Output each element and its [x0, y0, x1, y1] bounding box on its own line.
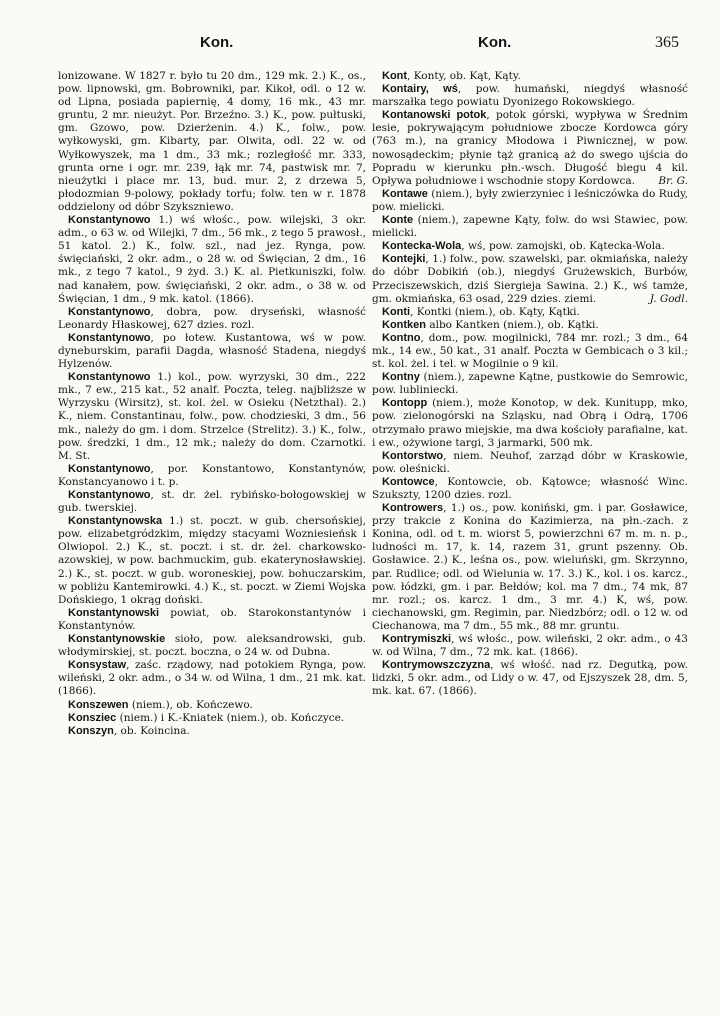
entry-text: 1.) kol., pow. wyrzyski, 30 dm., 222 mk., 7 ew., 215 kat., 52 analf. Poczta, teleg. najbliższe w Wyrzysku (Wirsitz), st. kol. żel. w Osieku (Netzthal). 2.) K., niem. Constantinau, folw., pow. chodzieski, 3 dm., 56 mk., należy do gm. i dom. Strzelce (Strelitz). 3.) K., folw., pow. średzki, 1 dm., 12 mk.; należy do dom. Czarnotki. M. St.	[58, 371, 366, 462]
entry-headword: Kontrymowszczyzna	[382, 659, 491, 672]
dictionary-entry	[372, 240, 688, 253]
entry-text: albo Kantken (niem.), ob. Kątki.	[426, 318, 599, 331]
entry-text: sioło, pow. aleksandrowski, gub. włodymirskiej, st. poczt. boczna, o 24 w. od Dubna.	[58, 633, 366, 659]
dictionary-entry	[58, 699, 366, 712]
entry-text: , wś włośc., pow. wileński, 2 okr. adm., o 43 w. od Wilna, 7 dm., 72 mk. kat. (1866).	[372, 633, 688, 659]
entry-text: , por. Konstantowo, Konstantynów, Konstancyanowo i t. p.	[58, 462, 366, 488]
entry-headword: Kontawe	[382, 187, 428, 200]
entry-text: powiat, ob. Starokonstantynów i Konstantynów.	[58, 606, 366, 632]
entry-text: , niem. Neuhof, zarząd dóbr w Kraskowie, pow. oleśnicki.	[372, 449, 688, 475]
dictionary-entry	[372, 306, 688, 319]
dictionary-entry	[372, 371, 688, 397]
dictionary-entry	[58, 70, 366, 214]
entry-text: 1.) wś włośc., pow. wilejski, 3 okr. adm., o 63 w. od Wilejki, 7 dm., 56 mk., z tego 5 prawosł., 51 katol. 2.) K., folw. szl., nad jez. Rynga, pow. święciański, 2 okr. adm., o 28 w. od Święcian, 2 dm., 16 mk., z tego 7 katol., 9 żyd. 3.) K. al. Pietkuniszki, folw. nad kanałem, pow. święciański, 2 okr. adm., o 38 w. od Święcian, 1 dm., 9 mk. katol. (1866).	[58, 214, 366, 305]
entry-headword: Konti	[382, 305, 411, 318]
entry-headword: Kontrymiszki	[382, 633, 452, 646]
entry-headword: Kontairy, wś	[382, 83, 458, 96]
entry-headword: Konstantynowo	[68, 305, 151, 318]
dictionary-entry	[58, 214, 366, 306]
entry-text: (niem.), może Konotop, w dek. Kunitupp, mko, pow. zielonogórski na Szląsku, nad Obrą i Odrą, 1706 otrzymało prawo miejskie, ma dwa kościoły parafialne, kat. i ew., ożywione targi, 3 jarmarki, 500 mk.	[372, 397, 688, 449]
entry-headword: Konstantynowski	[68, 606, 160, 619]
entry-headword: Konte	[382, 214, 414, 227]
entry-headword: Kontorstwo	[382, 449, 444, 462]
entry-text: (niem.), zapewne Kątne, pustkowie do Semrowic, pow. lubliniecki.	[372, 371, 688, 397]
author-signature: Br. G.	[658, 174, 688, 187]
entry-text: 1.) st. poczt. w gub. chersońskiej, pow. elizabetgródzkim, między stacyami Wozniesieńsk i Olwiopol. 2.) K., st. poczt. i st. dr. żel. charkowsko-azowskiej, w pow. bachmuckim, gub. ekaterynosławskiej. 2.) K., st. poczt. w gub. woroneskiej, pow. bohuczarskim, w pobliżu Kantemirowki. 4.) K., st. poczt. w Ziemi Wojska Dońskiego, 1 okrąg doński.	[58, 515, 366, 606]
right-text-column	[372, 70, 688, 699]
entry-headword: Kontny	[382, 371, 420, 384]
entry-text: , dom., pow. mogilnicki, 784 mr. rozl.; 3 dm., 64 mk., 14 ew., 50 kat., 31 analf. Poczta w Gembicach o 3 kil.; st. kol. żel. i tel. w Mogilnie o 9 kil.	[372, 331, 688, 371]
entry-headword: Kontopp	[382, 397, 428, 410]
entry-headword: Konszewen	[68, 698, 129, 711]
dictionary-entry	[372, 659, 688, 698]
entry-text: , 1.) folw., pow. szawelski, par. okmiańska, należy do dóbr Dobikiń (ob.), niegdyś Grużewskich, Burbów, Przeciszewskich, dziś Siergieja Sawina. 2.) K., wś tamże, gm. okmiańska, 63 osad, 229 dzies. ziemi.	[372, 253, 688, 305]
entry-headword: Konstantynowska	[68, 515, 163, 528]
entry-text: , 1.) os., pow. koniński, gm. i par. Gosławice, przy trakcie z Konina do Kazimierza, na płn.-zach. z Konina, odl. od t. m. wiorst 5, powierzchni 67 m. m. n. p., ludności m. 17, k. 14, razem 31, grunt pszenny. Ob. Gosławice. 2.) K., leśna os., pow. wieluński, gm. Skrzynno, par. Rudlice; odl. od Wielunia w. 17. 3.) K., kol. i os. karcz., pow. łódzki, gm. i par. Bełdów; kol. ma 7 dm., 74 mk, 87 mr. rozl.; os. karcz. 1 dm., 3 mr. 4.) K, wś, pow. ciechanowski, gm. Regimin, par. Niedzbórz; odl. o 12 w. od Ciechanowa, ma 7 dm., 55 mk., 88 mr. gruntu.	[372, 502, 688, 632]
entry-headword: Konstantynowo	[68, 489, 151, 501]
entry-text: (niem.) i K.-Kniatek (niem.), ob. Kończyce.	[116, 711, 345, 724]
entry-headword: Konstantynowo	[68, 214, 151, 227]
entry-headword: Konstantynowo	[68, 462, 151, 475]
entry-headword: Konsystaw	[68, 659, 127, 672]
header-left-guide-word: Kon.	[200, 34, 234, 51]
entry-headword: Kontowce	[382, 475, 435, 488]
entry-headword: Kontejki	[382, 253, 426, 266]
entry-text: (niem.), zapewne Kąty, folw. do wsi Stawiec, pow. mielicki.	[372, 214, 688, 240]
left-text-column	[58, 70, 366, 738]
dictionary-entry	[58, 306, 366, 332]
dictionary-entry	[372, 188, 688, 214]
dictionary-entry	[372, 70, 688, 83]
dictionary-entry	[372, 450, 688, 476]
dictionary-entry	[58, 725, 366, 738]
entry-text: , Konty, ob. Kąt, Kąty.	[407, 70, 521, 82]
entry-headword: Konstantynowskie	[68, 633, 166, 646]
entry-headword: Konstantynowo	[68, 331, 151, 344]
running-header	[0, 34, 720, 58]
dictionary-entry	[372, 319, 688, 332]
dictionary-entry	[58, 659, 366, 698]
dictionary-entry	[372, 253, 688, 305]
entry-headword: Kontrowers	[382, 502, 444, 515]
entry-text: , st. dr. żel. rybińsko-bołogowskiej w gub. twerskiej.	[58, 489, 366, 515]
entry-text: , ob. Koincina.	[113, 724, 190, 737]
entry-headword: Kontken	[382, 318, 426, 331]
entry-text: , po łotew. Kustantowa, wś w pow. dyneburskim, parafii Dagda, własność Stadena, niegdyś Hylzenów.	[58, 331, 366, 371]
dictionary-entry	[372, 633, 688, 659]
entry-headword: Konstantynowo	[68, 371, 151, 384]
entry-headword: Konszyn	[68, 724, 114, 737]
dictionary-entry	[58, 463, 366, 489]
entry-text: , dobra, pow. dryseński, własność Leonardy Hłaskowej, 627 dzies. rozl.	[58, 305, 366, 331]
dictionary-entry	[372, 476, 688, 502]
entry-text: , wś, pow. zamojski, ob. Kątecka-Wola.	[461, 240, 665, 253]
dictionary-entry	[372, 109, 688, 188]
header-right-guide-word: Kon.	[478, 34, 512, 51]
entry-text: , pow. humański, niegdyś własność marszałka tego powiatu Dyonizego Rokowskiego.	[372, 83, 688, 109]
dictionary-entry	[58, 371, 366, 463]
dictionary-entry	[372, 502, 688, 633]
entry-text: , zaśc. rządowy, nad potokiem Rynga, pow. wileński, 2 okr. adm., o 34 w. od Wilna, 1 dm., 21 mk. kat. (1866).	[58, 659, 366, 698]
dictionary-entry	[372, 397, 688, 449]
entry-text: (niem.), ob. Kończewo.	[128, 698, 253, 711]
dictionary-entry	[372, 83, 688, 109]
entry-text: , potok górski, wypływa w Średnim lesie, pokrywającym południowe zbocze Kordowca góry (763 m.), na granicy Młodowa i Piwnicznej, w pow. nowosądeckim; płynie tąż granicą aż do swego ujścia do Popradu w kierunku płn.-wsch. Długość biegu 4 kil. Opływa południowe i wschodnie stopy Kordowca.	[372, 109, 688, 187]
entry-text: lonizowane. W 1827 r. było tu 20 dm., 129 mk. 2.) K., os., pow. lipnowski, gm. Bobrowniki, par. Kikoł, odl. o 12 w. od Lipna, posiada papiernię, 4 domy, 16 mk., 43 mr. gruntu, 2 mr. nieużyt. Por. Brzeźno. 3.) K., pow. pułtuski, gm. Gzowo, pow. Dzierżenin. 4.) K., folw., pow. wyłkowyski, gm. Kibarty, par. Olwita, odl. 22 w. od Wyłkowyszek, ma 1 dm., 33 mk.; rozległość mr. 333, grunta orne i ogr. mr. 239, łąk mr. 74, pastwisk mr. 7, nieużytki i place mr. 13, bud. mur. 2, z drzewa 5, płodozmian 9-polowy, pokłady torfu; folw. ten w r. 1878 oddzielony od dóbr Szykszniewo.	[58, 70, 366, 213]
entry-text: (niem.), były zwierzyniec i leśniczówka do Rudy, pow. mielicki.	[372, 187, 688, 213]
entry-headword: Kont	[382, 70, 408, 82]
dictionary-entry	[58, 515, 366, 607]
dictionary-entry	[372, 332, 688, 371]
author-signature: J. Godl.	[649, 292, 688, 305]
dictionary-entry	[58, 633, 366, 659]
dictionary-entry	[58, 607, 366, 633]
entry-headword: Konsziec	[68, 711, 117, 724]
entry-headword: Kontno	[382, 331, 421, 344]
dictionary-entry	[372, 214, 688, 240]
dictionary-entry	[58, 489, 366, 515]
page-number: 365	[655, 34, 679, 51]
entry-text: , Kontowcie, ob. Kątowce; własność Winc. Szukszty, 1200 dzies. rozl.	[372, 475, 688, 501]
entry-headword: Kontanowski potok	[382, 109, 487, 122]
dictionary-entry	[58, 712, 366, 725]
entry-text: , wś włość. nad rz. Degutką, pow. lidzki, 5 okr. adm., od Lidy o w. 47, od Ejszyszek 28, dm. 5, mk. kat. 67. (1866).	[372, 659, 688, 698]
dictionary-entry	[58, 332, 366, 371]
entry-headword: Kontecka-Wola	[382, 240, 462, 253]
entry-text: , Kontki (niem.), ob. Kąty, Kątki.	[410, 305, 580, 318]
